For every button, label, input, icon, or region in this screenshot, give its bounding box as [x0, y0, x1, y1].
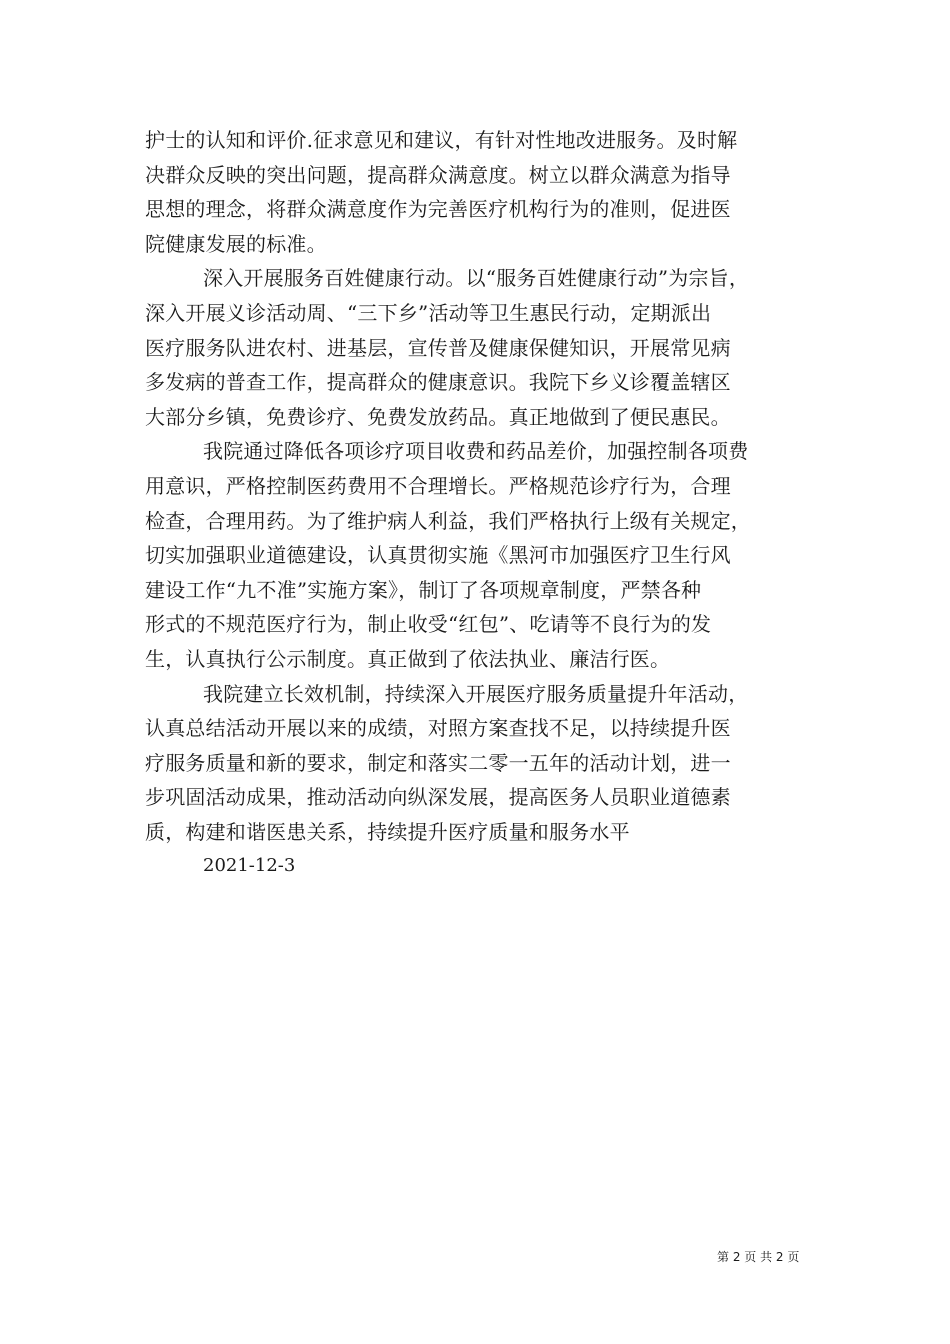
text-line: 多发病的普查工作，提高群众的健康意识。我院下乡义诊覆盖辖区: [145, 370, 731, 395]
text-line: 生，认真执行公示制度。真正做到了依法执业、廉洁行医。: [145, 646, 671, 671]
document-body: [145, 123, 808, 884]
text-line: 深入开展服务百姓健康行动。以“服务百姓健康行动”为宗旨，: [203, 266, 750, 291]
text-line: 检查，合理用药。为了维护病人利益，我们严格执行上级有关规定，: [145, 508, 751, 533]
text-line: 大部分乡镇，免费诊疗、免费发放药品。真正地做到了便民惠民。: [145, 404, 731, 429]
text-line: 疗服务质量和新的要求，制定和落实二零一五年的活动计划，进一: [145, 750, 731, 775]
paragraph-3: [145, 434, 808, 676]
paragraph-2: [145, 261, 808, 434]
text-line: 院健康发展的标准。: [145, 231, 327, 256]
text-line: 护士的认知和评价.征求意见和建议，有针对性地改进服务。及时解: [145, 128, 738, 152]
text-line: 切实加强职业道德建设，认真贯彻实施《黑河市加强医疗卫生行风: [145, 543, 731, 568]
paragraph-1: [145, 123, 808, 261]
text-line: 我院通过降低各项诊疗项目收费和药品差价，加强控制各项费: [203, 439, 749, 464]
text-line: 思想的理念，将群众满意度作为完善医疗机构行为的准则，促进医: [145, 197, 731, 222]
text-line: 质，构建和谐医患关系，持续提升医疗质量和服务水平: [145, 819, 630, 844]
text-line: 步巩固活动成果，推动活动向纵深发展，提高医务人员职业道德素: [145, 785, 731, 810]
text-line: 建设工作“九不准”实施方案》，制订了各项规章制度，严禁各种: [145, 577, 702, 602]
document-date: 2021-12-3: [203, 855, 296, 877]
paragraph-4: [145, 677, 808, 850]
text-line: 深入开展义诊活动周、“三下乡”活动等卫生惠民行动，定期派出: [145, 300, 712, 325]
text-line: 医疗服务队进农村、进基层，宣传普及健康保健知识，开展常见病: [145, 335, 731, 360]
text-line: 认真总结活动开展以来的成绩，对照方案查找不足，以持续提升医: [145, 716, 731, 741]
text-line: 我院建立长效机制，持续深入开展医疗服务质量提升年活动，: [203, 681, 749, 706]
text-line: 决群众反映的突出问题，提高群众满意度。树立以群众满意为指导: [145, 162, 731, 187]
page-number-footer: 第 2 页 共 2 页: [717, 1250, 800, 1264]
text-line: 用意识，严格控制医药费用不合理增长。严格规范诊疗行为，合理: [145, 473, 731, 498]
text-line: 形式的不规范医疗行为，制止收受“红包”、吃请等不良行为的发: [145, 612, 712, 637]
